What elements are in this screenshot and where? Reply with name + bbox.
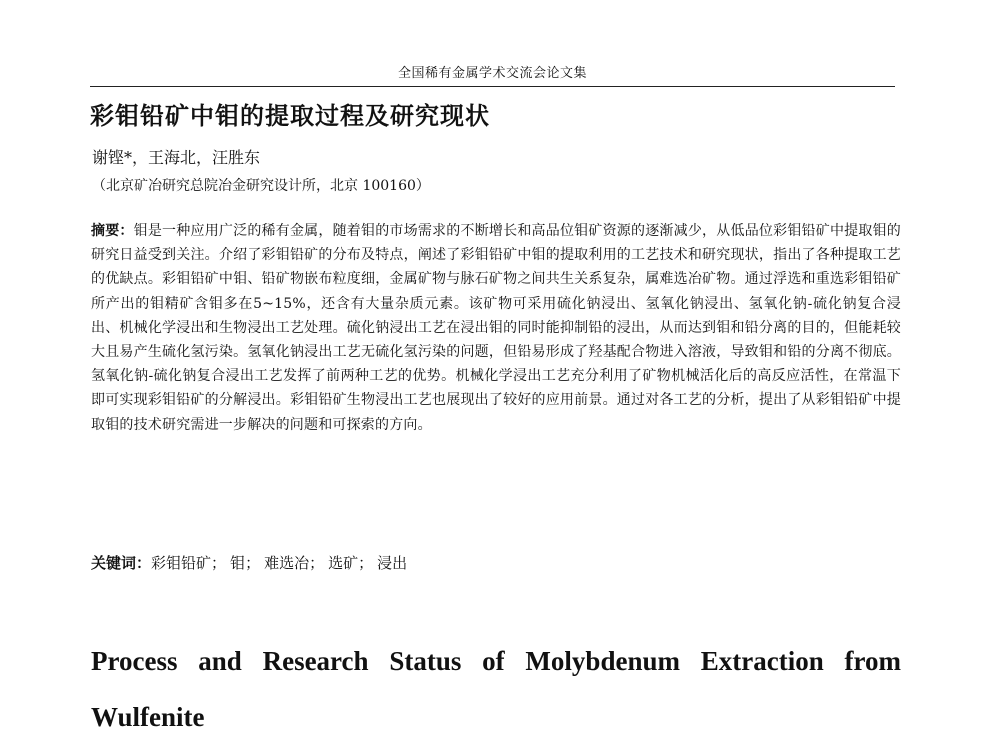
keyword: 彩钼铅矿 (151, 554, 212, 572)
keywords (91, 552, 407, 574)
keyword: 浸出 (377, 554, 408, 572)
keyword-separator: ； (358, 554, 374, 572)
keyword: 选矿 (328, 554, 359, 572)
keywords-label: 关键词： (91, 554, 152, 572)
abstract (91, 219, 901, 437)
keyword-separator: ； (211, 554, 227, 572)
keyword: 难选冶 (264, 554, 310, 572)
paper-title-cn: 彩钼铅矿中钼的提取过程及研究现状 (90, 102, 490, 130)
paper-title-en: Process and Research Status of Molybdenum Extraction from Wulfenite (91, 646, 901, 732)
keyword-separator: ； (309, 554, 325, 572)
abstract-text: 钼是一种应用广泛的稀有金属，随着钼的市场需求的不断增长和高品位钼矿资源的逐渐减少，从低品位彩钼铅矿中提取钼的研究日益受到关注。介绍了彩钼铅矿的分布及特点，阐述了彩钼铅矿中钼的提取利用的工艺技术和研究现状，指出了各种提取工艺的优缺点。彩钼铅矿中钼、铅矿物嵌布粒度细，金属矿物与脉石矿物之间共生关系复杂，属难选冶矿物。通过浮选和重选彩钼铅矿所产出的钼精矿含钼多在5~15%，还含有大量杂质元素。该矿物可采用硫化钠浸出、氢氧化钠浸出、氢氧化钠-硫化钠复合浸出、机械化学浸出和生物浸出工艺处理。硫化钠浸出工艺在浸出钼的同时能抑制铅的浸出，从而达到钼和铅分离的目的，但能耗较大且易产生硫化氢污染。氢氧化钠浸出工艺无硫化氢污染的问题，但铅易形成了羟基配合物进入溶液，导致钼和铅的分离不彻底。氢氧化钠-硫化钠复合浸出工艺发挥了前两种工艺的优势。机械化学浸出工艺充分利用了矿物机械活化后的高反应活性，在常温下即可实现彩钼铅矿的分解浸出。彩钼铅矿生物浸出工艺也展现出了较好的应用前景。通过对各工艺的分析，提出了从彩钼铅矿中提取钼的技术研究需进一步解决的问题和可探索的方向。 (91, 223, 901, 433)
running-header: 全国稀有金属学术交流会论文集 (397, 66, 587, 81)
author-list: 谢铿*，王海北，汪胜东 (92, 148, 261, 167)
abstract-label: 摘要： (91, 223, 134, 239)
author-affiliation: （北京矿冶研究总院冶金研究设计所，北京 100160） (92, 178, 430, 194)
keyword: 钼 (230, 554, 246, 572)
header-rule (90, 86, 895, 87)
keyword-separator: ； (245, 554, 261, 572)
